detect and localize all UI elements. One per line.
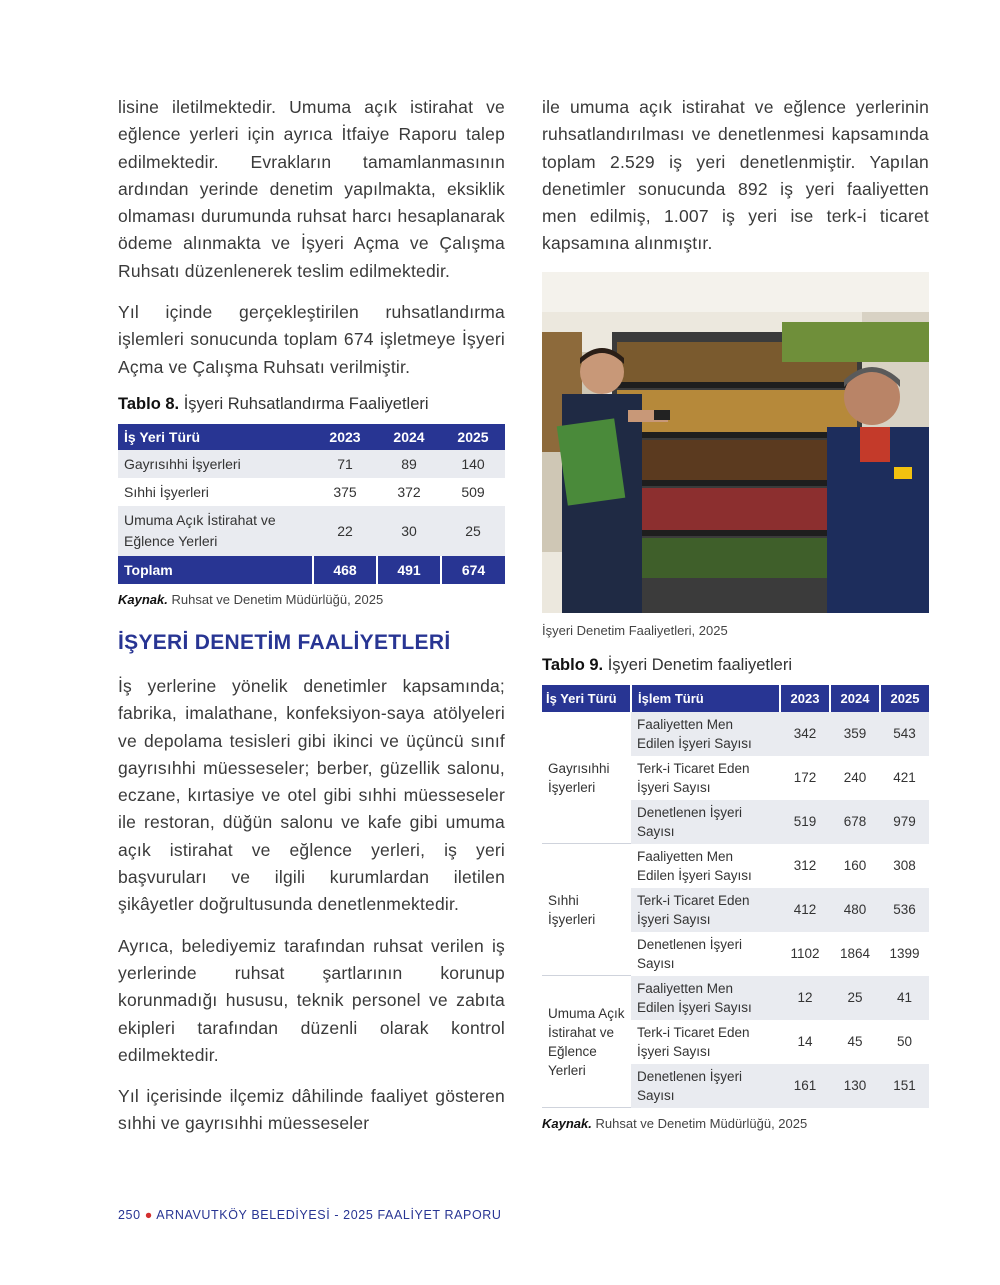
table-cell: 308 (893, 858, 916, 874)
source-label: Kaynak. (542, 1116, 592, 1132)
table-cell: 14 (797, 1034, 813, 1050)
table-cell: Faaliyetten Men Edilen İşyeri Sayısı (631, 712, 780, 756)
table-cell: 30 (377, 506, 441, 556)
table-cell: Denetlenen İşyeri Sayısı (637, 936, 743, 971)
table-row (542, 844, 929, 888)
table-cell: 359 (830, 712, 880, 756)
table-cell: 480 (830, 888, 880, 932)
table-cell: 25 (441, 506, 505, 556)
table-cell: 1399 (889, 946, 920, 962)
table-row (542, 712, 929, 756)
left-column (118, 94, 505, 1152)
table-cell: 161 (780, 1064, 830, 1108)
table9-caption-text: İşyeri Denetim faaliyetleri (603, 655, 793, 674)
table-header-row (118, 424, 505, 450)
body-paragraph: İş yerlerine yönelik denetimler kapsamında; fabrika, imalathane, konfeksiyon-saya atölyeleri ve depolama tesisleri gibi ikinci ve üçüncü sınıf gayrısıhhi müesseseler; berber, güzellik salonu, eczane, kırtasiye ve otel gibi sıhhi müesseseler ile restoran, düğün salonu ve kafe gibi umuma açık istirahat ve eğlence yerleri, iş yeri başvuruları ve ilgili kurumlardan iletilen şikâyetler doğrultusunda denetlenmektedir. (118, 675, 505, 915)
body-paragraph: ile umuma açık istirahat ve eğlence yerlerinin ruhsatlandırılması ve denetlenmesi kapsamında toplam 2.529 iş yeri denetlenmiştir. Yapılan denetimler sonucunda 892 iş yeri faaliyetten men edilmiş, 1.007 iş yeri ise terk-i ticaret kapsamına alınmıştır. (542, 97, 929, 254)
table-row (118, 506, 505, 556)
table-cell: 71 (313, 450, 377, 478)
table-cell: 342 (780, 712, 830, 756)
photo-caption: İşyeri Denetim Faaliyetleri, 2025 (542, 622, 728, 638)
column-header: 2024 (830, 685, 880, 712)
table-cell: Terk-i Ticaret Eden İşyeri Sayısı (631, 888, 780, 932)
body-paragraph: Ayrıca, belediyemiz tarafından ruhsat verilen iş yerlerinde ruhsat şartlarının korunup korunmadığı hususu, teknik personel ve zabıta ekipleri tarafından düzenli olarak kontrol edilmektedir. (118, 935, 505, 1065)
table-cell: 372 (397, 483, 421, 500)
column-header: 2024 (377, 424, 441, 450)
table-cell: 509 (461, 483, 485, 500)
footer-dot-icon: ● (144, 1208, 153, 1222)
body-paragraph: Yıl içerisinde ilçemiz dâhilinde faaliyet gösteren sıhhi ve gayrısıhhi müesseseler (118, 1086, 505, 1134)
table-cell: 160 (843, 858, 867, 874)
table-cell: 519 (780, 800, 830, 844)
group-cell: Gayrısıhhi İşyerleri (542, 712, 631, 844)
table-cell: 536 (880, 888, 929, 932)
table-cell: 45 (847, 1034, 863, 1050)
table-cell: 543 (880, 712, 929, 756)
table-cell: 140 (441, 450, 505, 478)
table-row (542, 976, 929, 1020)
table-cell: Umuma Açık İstirahat ve Eğlence Yerleri (118, 506, 313, 556)
group-cell: Sıhhi İşyerleri (542, 844, 631, 976)
body-paragraph: Yıl içinde gerçekleştirilen ruhsatlandırma işlemleri sonucunda toplam 674 işletmeye İşyeri Açma ve Çalışma Ruhsatı verilmiştir. (118, 302, 505, 377)
table-cell: Faaliyetten Men Edilen İşyeri Sayısı (631, 976, 780, 1020)
table8-caption-text: İşyeri Ruhsatlandırma Faaliyetleri (179, 394, 429, 413)
table-cell: Denetlenen İşyeri Sayısı (631, 800, 780, 844)
section-title: İŞYERİ DENETİM FAALİYETLERİ (118, 630, 451, 654)
table9-caption (542, 656, 929, 675)
column-header: İşlem Türü (631, 685, 780, 712)
table-cell: Sıhhi İşyerleri (124, 483, 209, 500)
table-cell: Terk-i Ticaret Eden İşyeri Sayısı (637, 760, 750, 795)
table-cell: 412 (780, 888, 830, 932)
table-row (118, 450, 505, 478)
page-number: 250 (118, 1208, 141, 1222)
column-header: İş Yeri Türü (542, 685, 631, 712)
table-cell: 421 (893, 770, 916, 786)
column-header: 2023 (780, 685, 830, 712)
table-total-row (118, 556, 505, 584)
table-cell: 979 (880, 800, 929, 844)
table-cell: Gayrısıhhi İşyerleri (118, 450, 313, 478)
table-row (118, 478, 505, 506)
inspection-photo-illustration (542, 272, 929, 613)
table-cell: 172 (793, 770, 817, 786)
table-cell: 1864 (839, 946, 871, 962)
body-paragraph: lisine iletilmektedir. Umuma açık istirahat ve eğlence yerleri için ayrıca İtfaiye Raporu talep edilmektedir. Evrakların tamamlanmasının ardından yerinde denetim yapılmakta, eksiklik olmaması durumunda ruhsat harcı hesaplanarak ödeme alınmakta ve İşyeri Açma ve Çalışma Ruhsatı düzenlenerek teslim edilmektedir. (118, 97, 505, 281)
table-cell: 50 (896, 1034, 913, 1050)
table-cell: 89 (377, 450, 441, 478)
table-cell: 1102 (790, 946, 820, 962)
right-column (542, 94, 929, 1131)
column-header: 2025 (441, 424, 505, 450)
table-cell: Denetlenen İşyeri Sayısı (631, 1064, 780, 1108)
table9-caption-label: Tablo 9. (542, 655, 604, 674)
table8-caption (118, 395, 505, 414)
group-cell: Umuma Açık İstirahat ve Eğlence Yerleri (542, 976, 631, 1108)
column-header: 2023 (313, 424, 377, 450)
table8-caption-label: Tablo 8. (118, 394, 180, 413)
table-cell: Toplam (118, 556, 313, 584)
table-cell: 674 (441, 556, 505, 584)
table-cell: 22 (313, 506, 377, 556)
page-footer (118, 1208, 502, 1222)
table-cell: 130 (830, 1064, 880, 1108)
table-cell: 312 (793, 858, 817, 874)
table-cell: 468 (313, 556, 377, 584)
table-cell: 240 (843, 770, 867, 786)
table-cell: 41 (880, 976, 929, 1020)
table8-source (118, 592, 505, 607)
table-header-row (542, 685, 929, 712)
license-table (118, 424, 505, 584)
table-cell: 375 (333, 483, 357, 500)
table-cell: Terk-i Ticaret Eden İşyeri Sayısı (637, 1024, 750, 1059)
column-header: İş Yeri Türü (118, 424, 313, 450)
column-header: 2025 (880, 685, 929, 712)
table-cell: 491 (377, 556, 441, 584)
table-cell: 25 (830, 976, 880, 1020)
table-cell: 151 (880, 1064, 929, 1108)
inspection-photo (542, 272, 929, 613)
table-cell: Faaliyetten Men Edilen İşyeri Sayısı (637, 848, 752, 883)
source-label: Kaynak. (118, 591, 168, 607)
table-cell: 678 (830, 800, 880, 844)
source-text: Ruhsat ve Denetim Müdürlüğü, 2025 (167, 591, 384, 607)
table9-source (542, 1116, 929, 1131)
table-cell: 12 (780, 976, 830, 1020)
inspection-table (542, 685, 929, 1109)
source-text: Ruhsat ve Denetim Müdürlüğü, 2025 (591, 1116, 808, 1132)
footer-text: ARNAVUTKÖY BELEDİYESİ - 2025 FAALİYET RAPORU (156, 1208, 502, 1222)
